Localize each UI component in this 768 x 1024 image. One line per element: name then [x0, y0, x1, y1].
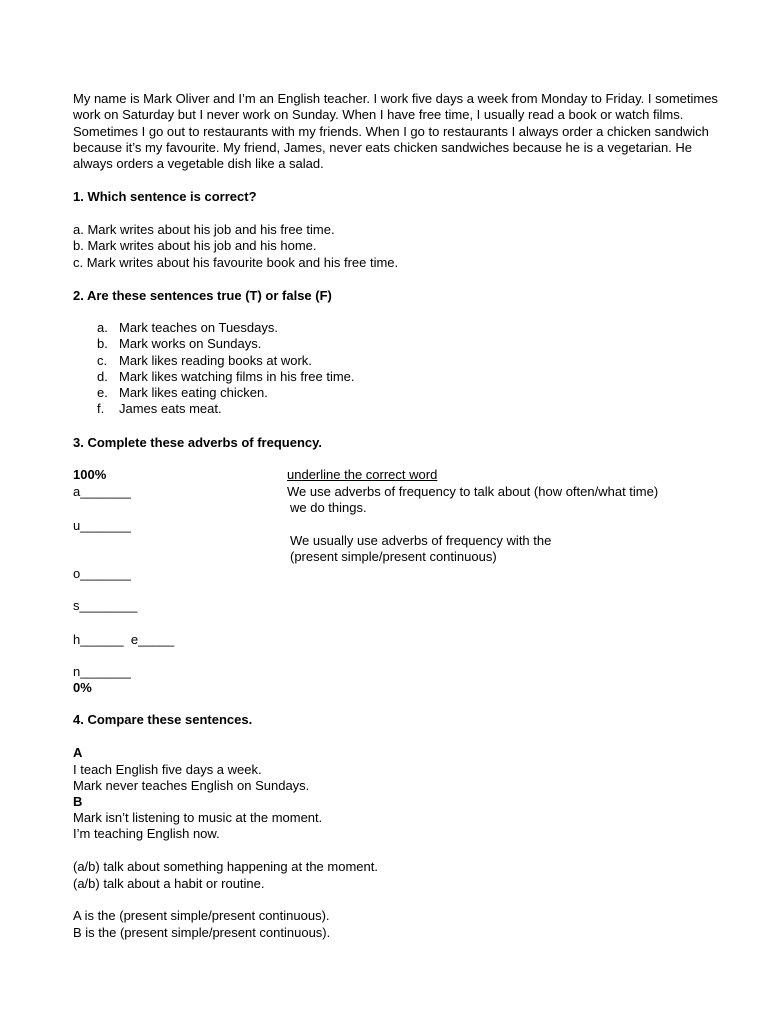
list-marker: a.	[97, 320, 108, 335]
q4-final-line1: A is the (present simple/present continuous).	[73, 908, 330, 923]
list-item	[97, 385, 355, 401]
list-text: Mark likes eating chicken.	[119, 385, 268, 401]
list-text: Mark works on Sundays.	[119, 336, 262, 352]
q4-label-b: B	[73, 794, 83, 809]
list-text: Mark likes reading books at work.	[119, 352, 312, 368]
q2-list	[97, 320, 355, 418]
q3-bottom-percent: 0%	[73, 680, 92, 695]
q4-ab-line2: (a/b) talk about a habit or routine.	[73, 876, 265, 891]
list-marker: e.	[97, 385, 108, 401]
q1-option-b: b. Mark writes about his job and his home.	[73, 238, 317, 253]
list-marker: c.	[97, 352, 108, 368]
q3-side-heading: underline the correct word	[287, 467, 438, 482]
q4-final-line2: B is the (present simple/present continuous).	[73, 925, 331, 940]
q3-side-line1: We use adverbs of frequency to talk about (how often/what time)	[287, 484, 659, 499]
q4-label-a: A	[73, 745, 83, 760]
list-marker: f.	[97, 401, 105, 417]
q3-title: 3. Complete these adverbs of frequency.	[73, 435, 322, 450]
list-item	[97, 369, 355, 385]
q3-blank-h-e: h______ e_____	[73, 632, 175, 647]
q4-b-line2: I’m teaching English now.	[73, 826, 220, 841]
list-item	[97, 401, 355, 417]
list-text: Mark teaches on Tuesdays.	[119, 320, 278, 335]
q4-ab-line1: (a/b) talk about something happening at the moment.	[73, 859, 378, 874]
list-marker: b.	[97, 336, 108, 352]
q4-b-line1: Mark isn’t listening to music at the moment.	[73, 810, 323, 825]
list-item	[97, 353, 355, 369]
q3-side-line4: (present simple/present continuous)	[290, 549, 497, 564]
list-text: Mark likes watching films in his free time.	[119, 368, 355, 384]
q1-option-c: c. Mark writes about his favourite book and his free time.	[73, 255, 399, 270]
q3-blank-n: n_______	[73, 664, 131, 679]
q3-blank-u: u_______	[73, 518, 131, 533]
q4-title: 4. Compare these sentences.	[73, 712, 253, 727]
q3-side-line3: We usually use adverbs of frequency with the	[290, 533, 552, 548]
q4-a-line1: I teach English five days a week.	[73, 762, 262, 777]
q3-blank-s: s________	[73, 598, 138, 613]
q3-blank-o: o_______	[73, 566, 131, 581]
q1-title: 1. Which sentence is correct?	[73, 189, 257, 204]
intro-paragraph: My name is Mark Oliver and I’m an English teacher. I work five days a week from Monday to Friday. I sometimes work on Saturday but I never work on Sunday. When I have free time, I usually read a book or watch films. Sometimes I go out to restaurants with my friends. When I go to restaurants I always order a chicken sandwich because it’s my favourite. My friend, James, never eats chicken sandwiches because he is a vegetarian. He always orders a vegetable dish like a salad.	[73, 91, 718, 172]
q2-title: 2. Are these sentences true (T) or false (F)	[73, 288, 332, 303]
list-text: James eats meat.	[119, 401, 222, 417]
q1-option-a: a. Mark writes about his job and his free time.	[73, 222, 335, 237]
q4-a-line2: Mark never teaches English on Sundays.	[73, 778, 310, 793]
q3-top-percent: 100%	[73, 467, 107, 482]
q3-side-line2: we do things.	[290, 500, 367, 515]
list-marker: d.	[97, 368, 108, 384]
q3-blank-a: a_______	[73, 484, 131, 499]
list-item	[97, 320, 355, 336]
list-item	[97, 336, 355, 352]
